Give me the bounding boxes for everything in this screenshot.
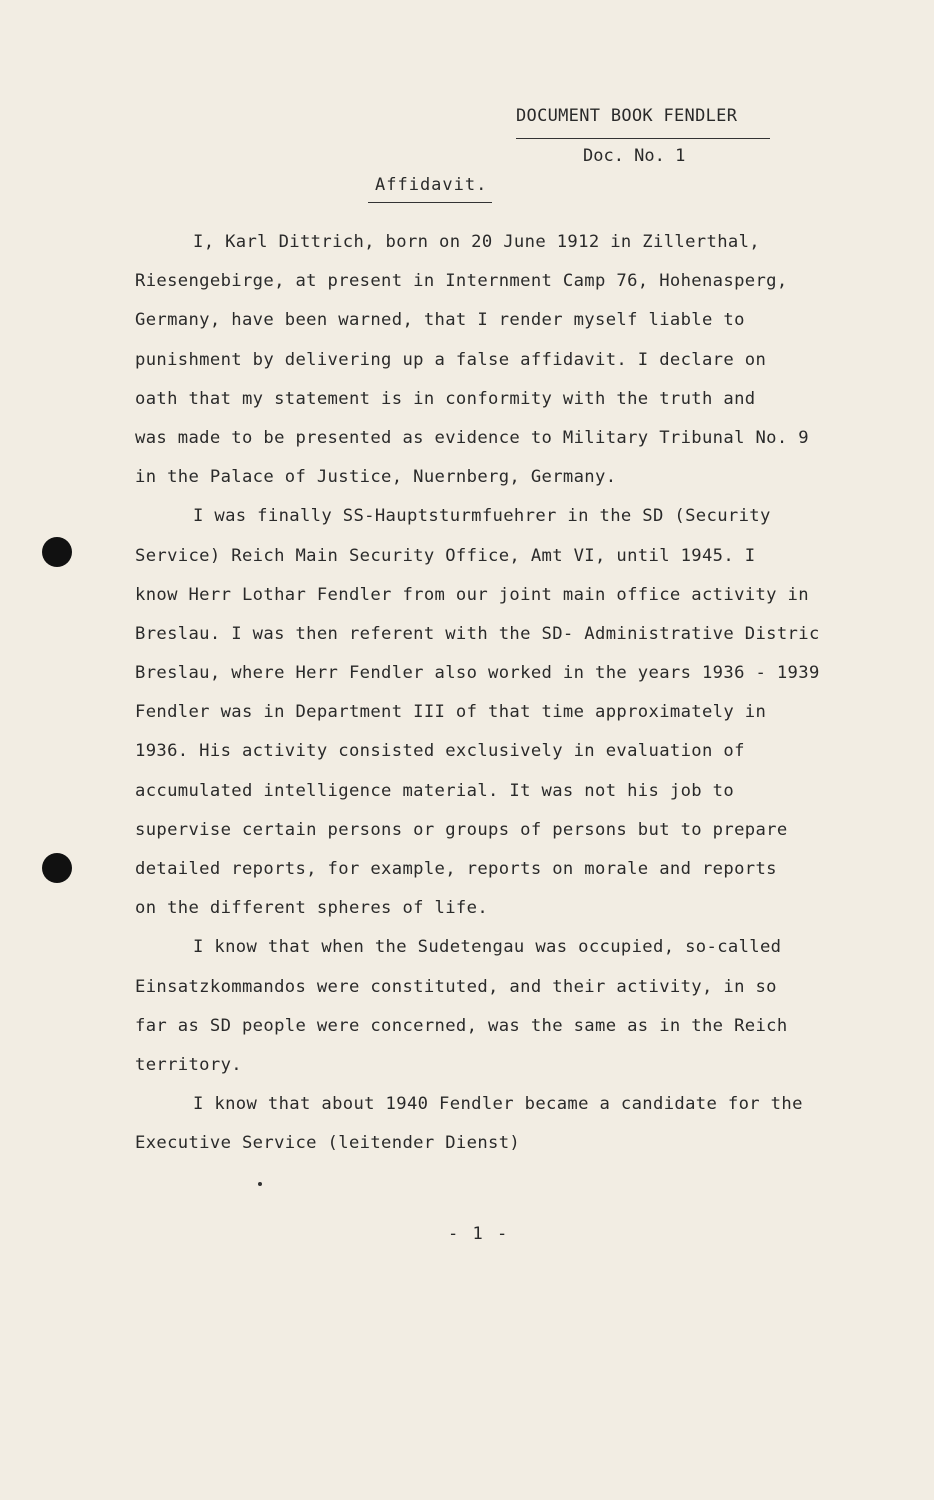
text-line: 1936. His activity consisted exclusively in evaluation of	[135, 741, 745, 762]
text-line: I was finally SS-Hauptsturmfuehrer in the SD (Security	[193, 506, 771, 527]
ink-dot	[258, 1182, 262, 1186]
text-line: Einsatzkommandos were constituted, and their activity, in so	[135, 976, 777, 997]
punch-hole-top	[42, 537, 72, 567]
text-line: Breslau, where Herr Fendler also worked in the years 1936 - 1939	[135, 663, 820, 684]
header-underline	[516, 138, 770, 139]
text-line: know Herr Lothar Fendler from our joint main office activity in	[135, 584, 809, 605]
affidavit-underline	[368, 202, 492, 203]
affidavit-title: Affidavit.	[375, 175, 488, 195]
page-number: - 1 -	[448, 1224, 510, 1244]
text-line: oath that my statement is in conformity with the truth and	[135, 388, 756, 409]
document-book-header: DOCUMENT BOOK FENDLER	[516, 106, 738, 126]
text-line: I know that about 1940 Fendler became a candidate for the	[193, 1094, 803, 1115]
text-line: I, Karl Dittrich, born on 20 June 1912 in Zillerthal,	[193, 232, 760, 252]
text-line: far as SD people were concerned, was the same as in the Reich	[135, 1015, 788, 1036]
affidavit-body	[135, 223, 925, 1164]
text-line: in the Palace of Justice, Nuernberg, Germany.	[135, 467, 617, 488]
punch-hole-bottom	[42, 853, 72, 883]
text-line: Executive Service (leitender Dienst)	[135, 1133, 521, 1154]
text-line: territory.	[135, 1054, 242, 1075]
text-line: punishment by delivering up a false affidavit. I declare on	[135, 349, 767, 370]
text-line: on the different spheres of life.	[135, 898, 489, 919]
text-line: supervise certain persons or groups of persons but to prepare	[135, 819, 788, 840]
text-line: detailed reports, for example, reports on morale and reports	[135, 859, 777, 879]
text-line: Fendler was in Department III of that time approximately in	[135, 702, 767, 723]
text-line: Service) Reich Main Security Office, Amt VI, until 1945. I	[135, 545, 756, 566]
text-line: was made to be presented as evidence to Military Tribunal No. 9	[135, 427, 809, 448]
text-line: accumulated intelligence material. It was not his job to	[135, 780, 735, 801]
text-line: Breslau. I was then referent with the SD- Administrative Distric	[135, 623, 820, 644]
text-line: Riesengebirge, at present in Internment Camp 76, Hohenasperg,	[135, 271, 788, 292]
document-number: Doc. No. 1	[583, 146, 686, 166]
text-line: Germany, have been warned, that I render myself liable to	[135, 310, 745, 331]
text-line: I know that when the Sudetengau was occupied, so-called	[193, 937, 782, 958]
